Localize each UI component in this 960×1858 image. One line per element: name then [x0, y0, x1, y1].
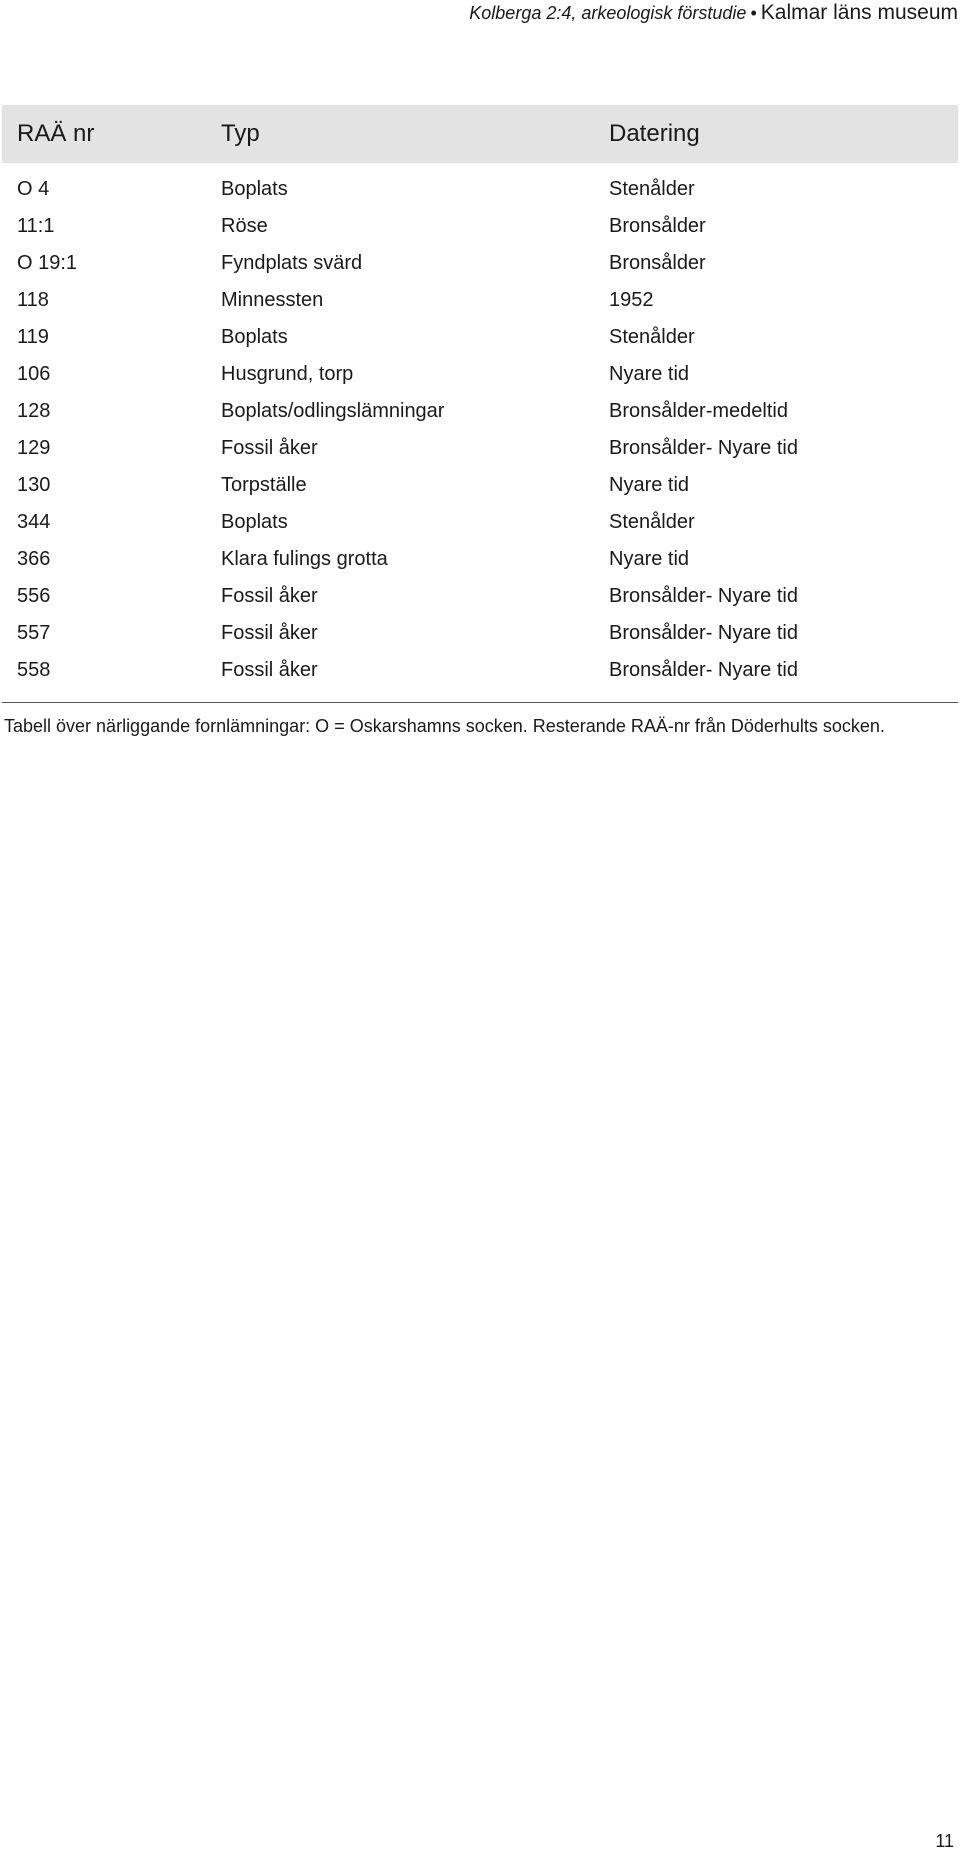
cell-typ: Boplats	[221, 178, 288, 200]
cell-datering: Stenålder	[609, 178, 695, 200]
cell-raa-nr: 128	[17, 400, 51, 422]
cell-raa-nr: 130	[17, 474, 51, 496]
cell-datering: Bronsålder- Nyare tid	[609, 622, 798, 644]
organization-name: Kalmar läns museum	[760, 1, 958, 24]
cell-typ: Minnessten	[221, 289, 324, 311]
cell-raa-nr: 366	[17, 548, 51, 570]
table-row	[2, 319, 958, 356]
monument-table	[2, 105, 958, 703]
table-row	[2, 171, 958, 208]
cell-raa-nr: O 19:1	[17, 252, 78, 274]
cell-datering: Bronsålder- Nyare tid	[609, 585, 798, 607]
cell-raa-nr: 106	[17, 363, 51, 385]
table-row	[2, 504, 958, 541]
cell-raa-nr: 344	[17, 511, 51, 533]
table-row	[2, 541, 958, 578]
cell-raa-nr: O 4	[17, 178, 50, 200]
cell-datering: Nyare tid	[609, 548, 690, 570]
page-number: 11	[935, 1831, 954, 1851]
cell-datering: Stenålder	[609, 511, 695, 533]
table-row	[2, 282, 958, 319]
cell-raa-nr: 129	[17, 437, 51, 459]
cell-datering: Nyare tid	[609, 474, 690, 496]
table-header-row	[2, 105, 958, 163]
cell-raa-nr: 11:1	[17, 215, 55, 237]
cell-typ: Fossil åker	[221, 585, 318, 607]
cell-raa-nr: 558	[17, 659, 51, 681]
cell-raa-nr: 118	[17, 289, 49, 311]
cell-typ: Boplats/odlingslämningar	[221, 400, 445, 422]
table-row	[2, 467, 958, 504]
cell-datering: Bronsålder- Nyare tid	[609, 659, 798, 681]
table-row	[2, 208, 958, 245]
table-body	[2, 163, 958, 689]
cell-typ: Fossil åker	[221, 622, 318, 644]
cell-typ: Fossil åker	[221, 437, 318, 459]
cell-typ: Boplats	[221, 326, 288, 348]
cell-typ: Fyndplats svärd	[221, 252, 363, 274]
cell-typ: Boplats	[221, 511, 288, 533]
cell-raa-nr: 556	[17, 585, 51, 607]
running-header	[469, 0, 958, 26]
document-title: Kolberga 2:4, arkeologisk förstudie	[469, 3, 747, 23]
cell-datering: Bronsålder	[609, 252, 706, 274]
header-separator: •	[750, 3, 757, 23]
cell-datering: Bronsålder	[609, 215, 706, 237]
table-bottom-rule	[2, 702, 958, 703]
cell-typ: Röse	[221, 215, 268, 237]
cell-datering: Stenålder	[609, 326, 695, 348]
cell-typ: Husgrund, torp	[221, 363, 354, 385]
cell-datering: 1952	[609, 289, 654, 311]
column-header-datering: Datering	[609, 120, 700, 147]
cell-typ: Torpställe	[221, 474, 307, 496]
table-row	[2, 578, 958, 615]
column-header-raa-nr: RAÄ nr	[17, 120, 95, 147]
table-row	[2, 245, 958, 282]
cell-typ: Klara fulings grotta	[221, 548, 388, 570]
table-row	[2, 430, 958, 467]
table-row	[2, 393, 958, 430]
table-caption: Tabell över närliggande fornlämningar: O = Oskarshamns socken. Resterande RAÄ-nr från Döderhults socken.	[4, 716, 885, 736]
cell-datering: Nyare tid	[609, 363, 690, 385]
column-header-typ: Typ	[221, 120, 260, 147]
cell-datering: Bronsålder- Nyare tid	[609, 437, 798, 459]
cell-datering: Bronsålder-medeltid	[609, 400, 788, 422]
table-row	[2, 652, 958, 689]
table-row	[2, 356, 958, 393]
cell-typ: Fossil åker	[221, 659, 318, 681]
cell-raa-nr: 557	[17, 622, 51, 644]
table-row	[2, 615, 958, 652]
cell-raa-nr: 119	[17, 326, 49, 348]
